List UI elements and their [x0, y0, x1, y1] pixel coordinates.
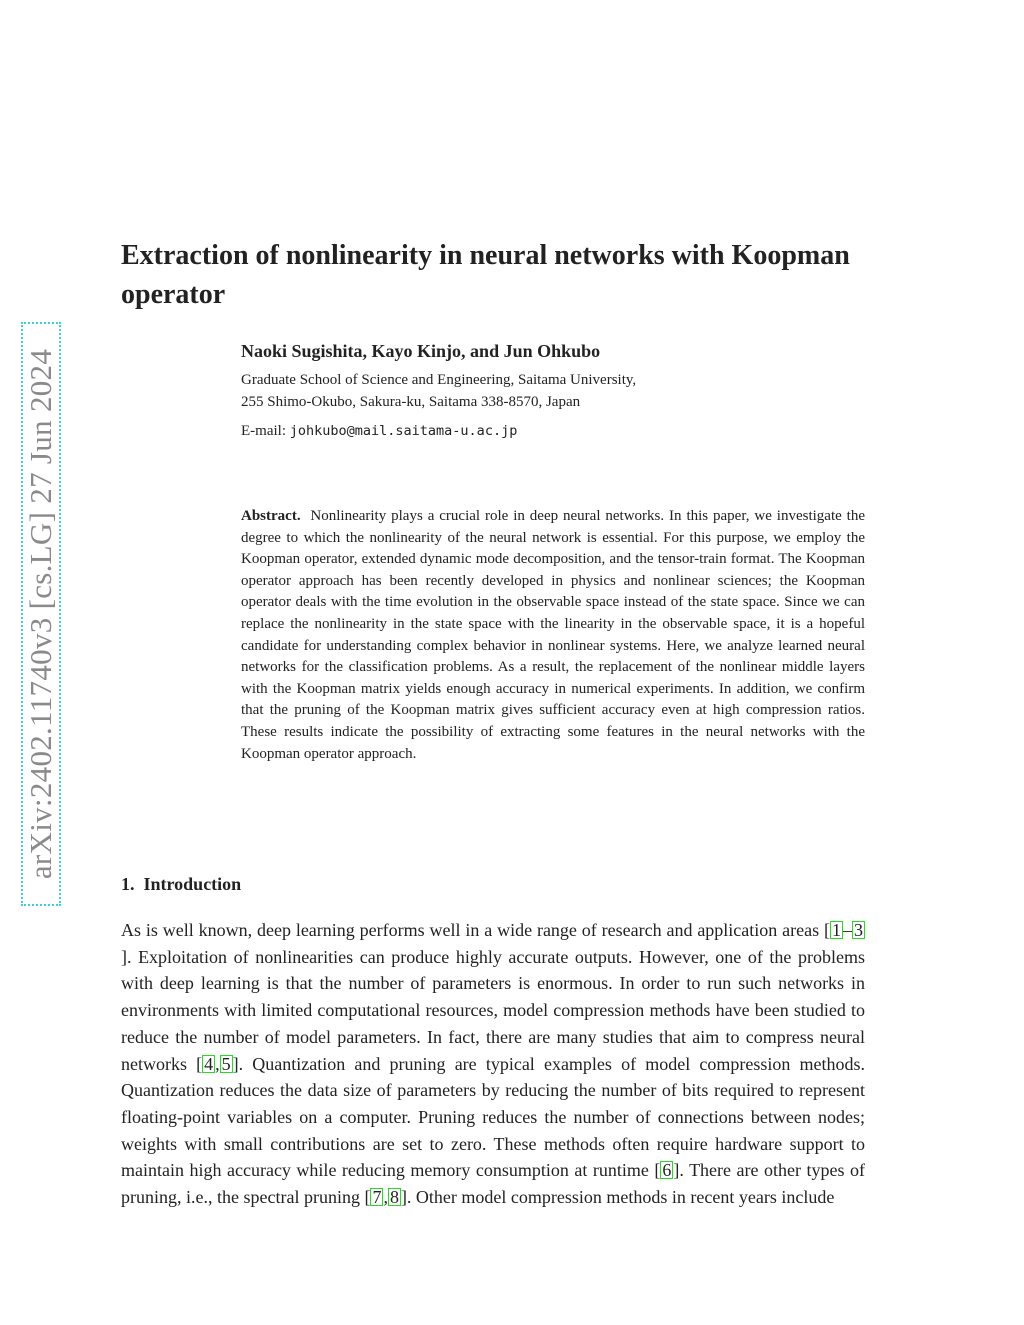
intro-text: –: [843, 920, 852, 940]
intro-text: ,: [383, 1187, 388, 1208]
intro-text: ]. There are other types of pruning, i.e., the spectral pruning [: [121, 1160, 865, 1208]
arxiv-id: arXiv:2402.11740v3 [cs.LG] 27 Jun 2024: [23, 348, 58, 880]
paper-title: Extraction of nonlinearity in neural networks with Koopman operator: [121, 240, 850, 310]
section-number: 1.: [121, 874, 135, 894]
citation-link[interactable]: 8: [389, 1187, 399, 1208]
intro-text: ]. Exploitation of nonlinearities can produce highly accurate outputs. However, one of the problems with deep learning is that the number of parameters is enormous. In order to run such networks in environments with limited computational resources, model compression methods have been studied to reduce the number of model parameters. In fact, there are many studies that aim to compress neural networks [: [121, 946, 865, 1074]
section-title: Introduction: [143, 874, 242, 894]
author-list: Naoki Sugishita, Kayo Kinjo, and Jun Ohkubo: [241, 341, 601, 361]
intro-text: ,: [215, 1053, 220, 1074]
citation-link[interactable]: 3: [854, 920, 863, 940]
email-label: E-mail:: [241, 423, 286, 439]
intro-paragraph: [121, 917, 865, 1211]
abstract-label: Abstract.: [241, 508, 301, 524]
email-line: [241, 421, 517, 441]
section-heading: [121, 872, 241, 896]
email-address: johkubo@mail.saitama-u.ac.jp: [289, 423, 518, 439]
citation-link[interactable]: 4: [204, 1053, 214, 1074]
intro-text: ]. Other model compression methods in recent years include: [400, 1187, 835, 1208]
arxiv-stamp: [21, 322, 61, 906]
affiliation-line-1: Graduate School of Science and Engineering, Saitama University,: [241, 372, 637, 388]
citation-link[interactable]: 7: [372, 1187, 382, 1208]
intro-text: As is well known, deep learning performs well in a wide range of research and application areas [: [121, 920, 830, 940]
citation-link[interactable]: 5: [221, 1053, 231, 1074]
affiliation: [241, 369, 636, 413]
citation-link[interactable]: 1: [832, 920, 841, 940]
abstract: [241, 506, 865, 765]
intro-text: ]. Quantization and pruning are typical examples of model compression methods. Quantization reduces the data size of parameters by reducing the number of bits required to represent floating-point variables on a computer. Pruning reduces the number of connections between nodes; weights with small contributions are set to zero. These methods often require hardware support to maintain high accuracy while reducing memory consumption at runtime [: [121, 1053, 866, 1181]
citation-link[interactable]: 6: [662, 1160, 672, 1181]
abstract-text: Nonlinearity plays a crucial role in deep neural networks. In this paper, we investigate the degree to which the nonlinearity of the neural network is essential. For this purpose, we employ the Koopman operator, extended dynamic mode decomposition, and the tensor-train format. The Koopman operator approach has been recently developed in physics and nonlinear sciences; the Koopman operator deals with the time evolution in the observable space instead of the state space. Since we can replace the nonlinearity in the state space with the linearity in the observable space, it is a hopeful candidate for understanding complex behavior in nonlinear systems. Here, we analyze learned neural networks for the classification problems. As a result, the replacement of the nonlinear middle layers with the Koopman matrix yields enough accuracy in numerical experiments. In addition, we confirm that the pruning of the Koopman matrix gives sufficient accuracy even at high compression ratios. These results indicate the possibility of extracting some features in the neural networks with the Koopman operator approach.: [241, 508, 866, 762]
affiliation-line-2: 255 Shimo-Okubo, Sakura-ku, Saitama 338-8570, Japan: [241, 394, 581, 410]
